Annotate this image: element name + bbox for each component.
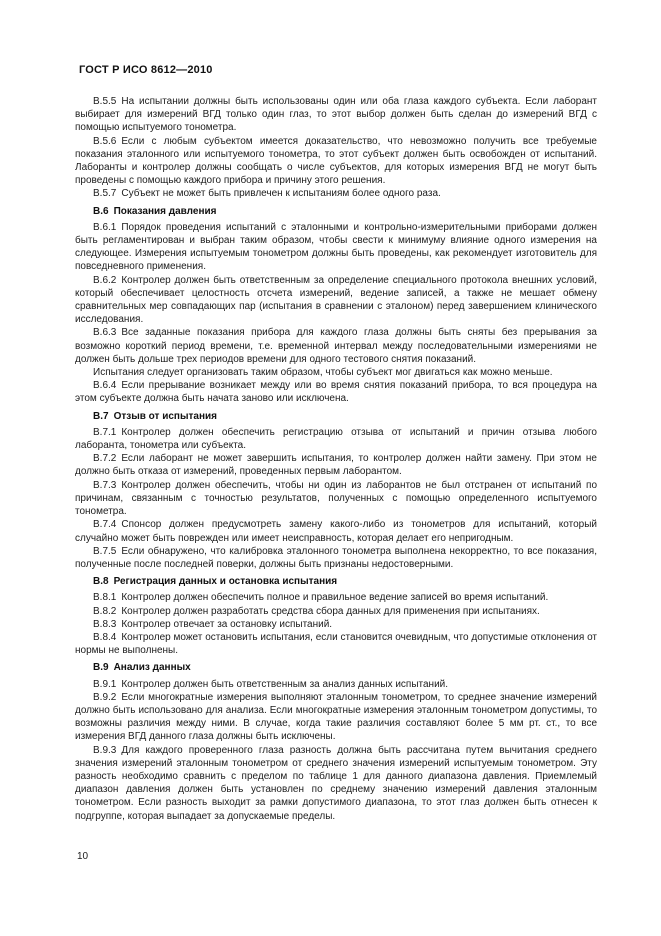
clause-number: В.7.2 (93, 453, 117, 465)
clause-number: В.9.2 (93, 691, 117, 703)
clause-number: В.5.7 (93, 188, 117, 200)
clause-number: В.8.4 (93, 631, 117, 643)
document-body (75, 95, 597, 823)
clause-paragraph: В.7.5 Если обнаружено, что калибровка эталонного тонометра выполнена некорректно, то все показания, полученные после последней поверки, должны быть признаны недостоверными. (75, 545, 597, 570)
clause-number: В.5.5 (93, 96, 117, 107)
section-heading: В.8 Регистрация данных и остановка испытания (93, 576, 338, 588)
section-heading: В.7 Отзыв от испытания (93, 410, 217, 422)
clause-number: В.6 (93, 205, 109, 217)
clause-number: В.8.3 (93, 618, 117, 630)
clause-number: В.7.5 (93, 545, 117, 557)
clause-number: В.6.2 (93, 274, 117, 286)
clause-paragraph: В.9.2 Если многократные измерения выполняют эталонным тонометром, то среднее значение измерений должно быть использовано для анализа. Если многократные измерения эталонным тонометром допустимы, то возможны различия между ними. В случае, когда такие различия составляют более 5 мм рт. ст., то все измерения ВГД данного глаза должны быть исключены. (75, 691, 597, 743)
clause-number: В.8 (93, 576, 109, 588)
clause-paragraph: В.8.2 Контролер должен разработать средства сбора данных для применения при испытаниях. (93, 605, 540, 617)
clause-number: В.6.4 (93, 380, 117, 392)
clause-number: В.7.4 (93, 519, 117, 531)
clause-number: В.6.1 (93, 221, 117, 233)
clause-number: В.5.6 (93, 135, 117, 147)
clause-number: В.7 (93, 410, 109, 422)
clause-paragraph: В.6.1 Порядок проведения испытаний с эталонными и контрольно-измерительными приборами должен быть регламентирован и выбран таким образом, чтобы свести к минимуму влияние одного измерения на следующее. Измерения испытуемым тонометром должны быть проведены, как рекомендует изготовитель для повседневного применения. (75, 221, 597, 273)
clause-paragraph: В.5.6 Если с любым субъектом имеется доказательство, что невозможно получить все требуемые показания эталонного или испытуемого тонометра, то этот субъект должен быть освобожден от испытаний. Лаборанты и контролер должны сообщать о числе субъектов, для которых измерения ВГД не могут быть проведены с помощью каждого прибора и причину этого решения. (75, 135, 597, 187)
clause-paragraph: В.5.7 Субъект не может быть привлечен к испытаниям более одного раза. (93, 188, 441, 200)
clause-number: В.6.3 (93, 327, 117, 339)
clause-paragraph: В.9.1 Контролер должен быть ответственным за анализ данных испытаний. (93, 678, 449, 690)
clause-number: В.7.1 (93, 426, 117, 438)
clause-number: В.9 (93, 662, 109, 674)
clause-paragraph: В.6.4 Если прерывание возникает между или во время снятия показаний прибора, то вся процедура на этом субъекте должна быть начата заново или исключена. (75, 380, 597, 405)
clause-paragraph: В.8.4 Контролер может остановить испытания, если становится очевидным, что допустимые отклонения от нормы не выполнены. (75, 631, 597, 657)
clause-paragraph: В.7.4 Спонсор должен предусмотреть замену какого-либо из тонометров для испытаний, который случайно может быть поврежден или имеет неисправность, которая делает его непригодным. (75, 519, 597, 544)
document-header-title: ГОСТ Р ИСО 8612—2010 (79, 64, 213, 76)
clause-paragraph: В.6.3 Все заданные показания прибора для каждого глаза должны быть сняты без прерывания за возможно короткий период времени, т.е. временной интервал между последовательными измерениями не должен быть дольше трех периодов времени для одного тестового снятия показаний. (75, 327, 597, 365)
clause-paragraph: В.7.1 Контролер должен обеспечить регистрацию отзыва от испытаний и причин отзыва любого лаборанта, тонометра или субъекта. (75, 426, 597, 452)
clause-paragraph: В.8.1 Контролер должен обеспечить полное и правильное ведение записей во время испытаний. (93, 592, 549, 604)
clause-number: В.7.3 (93, 479, 117, 491)
clause-paragraph: В.7.3 Контролер должен обеспечить, чтобы ни один из лаборантов не был отстранен от испытаний по причинам, связанным с точностью результатов, полученных с помощью определенного испытуемого тонометра. (75, 479, 597, 518)
clause-paragraph: Испытания следует организовать таким образом, чтобы субъект мог двигаться как можно меньше. (93, 367, 553, 379)
clause-paragraph: В.5.5 На испытании должны быть использованы один или оба глаза каждого субъекта. Если лаборант выбирает для измерений ВГД только один глаз, то этот выбор должен быть сделан до измерений ВГД с помощью испытуемого тонометра. (75, 96, 597, 134)
section-heading: В.9 Анализ данных (93, 662, 191, 674)
page-number: 10 (77, 851, 89, 862)
clause-paragraph: В.9.3 Для каждого проверенного глаза разность должна быть рассчитана путем вычитания среднего значения измерений эталонным тонометром от среднего значения измерений испытуемым тонометром. Эту разность необходимо сравнить с пределом по таблице 1 для данного диапазона давления. Приемлемый диапазон давления должен быть установлен по среднему значению измерений давления эталонным тонометром. Если разность выходит за рамки допустимого диапазона, то этот глаз должен быть отнесен к подгруппе, которая выпадает за допускаемые пределы. (75, 744, 597, 822)
clause-paragraph: В.6.2 Контролер должен быть ответственным за определение специального протокола внешних условий, который обеспечивает целостность отсчета измерений, ведение записей, а также не мешает обмену сравнительных мер совпадающих пар (испытания в сравнении с эталоном) перед завершением клинического исследования. (75, 274, 597, 326)
clause-number: В.8.2 (93, 605, 117, 617)
section-heading: В.6 Показания давления (93, 205, 217, 217)
clause-number: В.9.1 (93, 678, 117, 690)
clause-number: В.8.1 (93, 592, 117, 604)
clause-paragraph: В.7.2 Если лаборант не может завершить испытания, то контролер должен найти замену. При этом не должно быть отказа от измерений, проведенных первым лаборантом. (75, 453, 597, 478)
clause-paragraph: В.8.3 Контролер отвечает за остановку испытаний. (93, 618, 333, 630)
clause-number: В.9.3 (93, 744, 117, 756)
